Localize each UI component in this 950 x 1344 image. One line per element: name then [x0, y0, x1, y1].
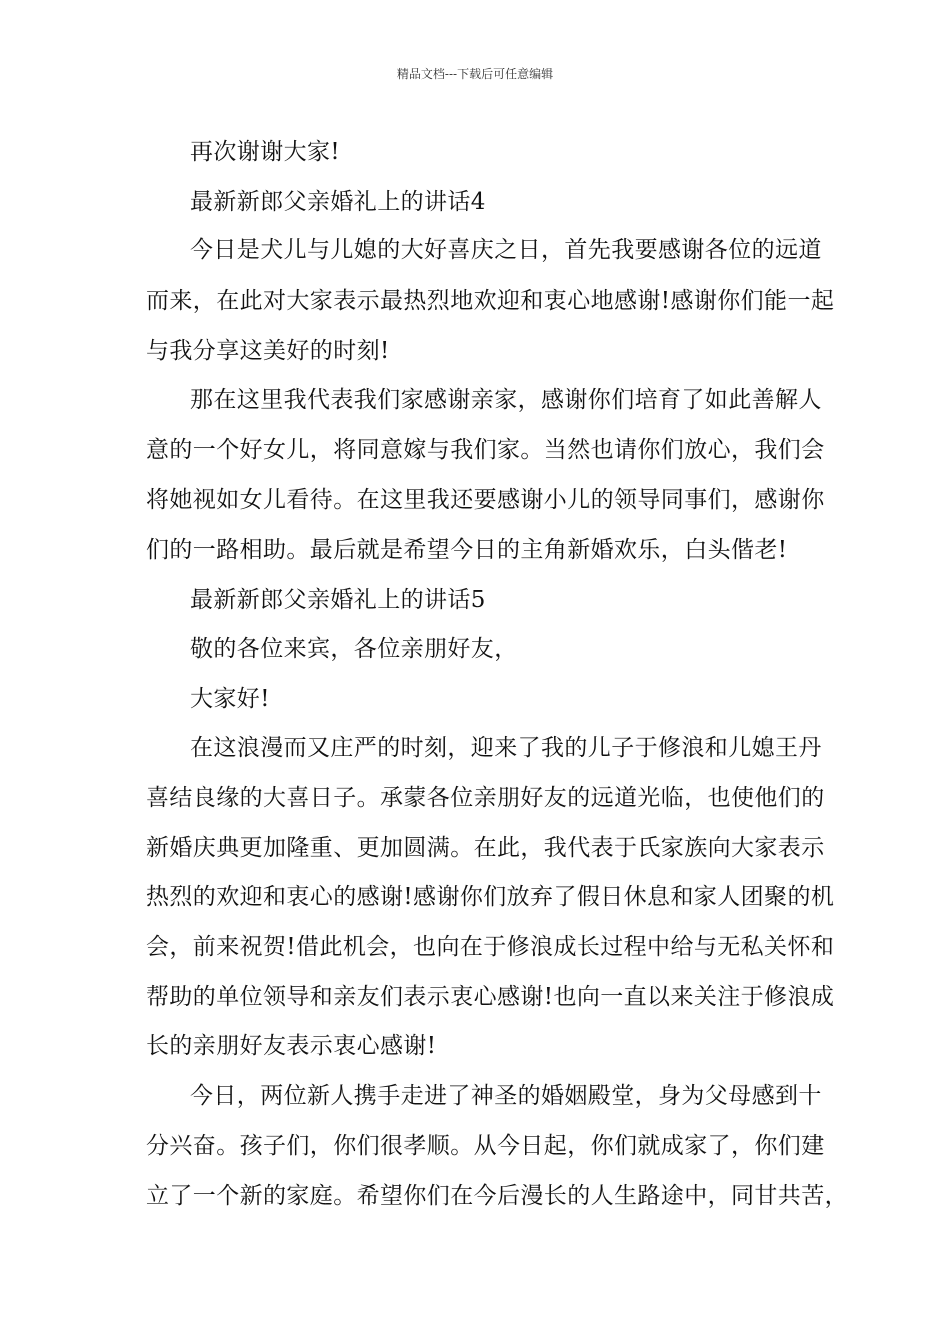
- section-heading: 最新新郎父亲婚礼上的讲话5: [190, 587, 486, 613]
- text-line: 今日，两位新人携手走进了神圣的婚姻殿堂，身为父母感到十: [190, 1083, 822, 1109]
- text-line: 大家好!: [190, 686, 270, 712]
- text-line: 们的一路相助。最后就是希望今日的主角新婚欢乐，白头偕老!: [146, 537, 788, 563]
- text-line: 意的一个好女儿，将同意嫁与我们家。当然也请你们放心，我们会: [146, 437, 825, 463]
- text-line: 新婚庆典更加隆重、更加圆满。在此，我代表于氏家族向大家表示: [146, 835, 825, 861]
- text-line: 喜结良缘的大喜日子。承蒙各位亲朋好友的远道光临，也使他们的: [146, 785, 825, 811]
- text-line: 立了一个新的家庭。希望你们在今后漫长的人生路途中，同甘共苦，: [146, 1183, 848, 1209]
- text-line: 在这浪漫而又庄严的时刻，迎来了我的儿子于修浪和儿媳王丹: [190, 735, 822, 761]
- section-heading: 最新新郎父亲婚礼上的讲话4: [190, 189, 486, 215]
- text-line: 再次谢谢大家!: [190, 139, 341, 165]
- text-line: 敬的各位来宾，各位亲朋好友，: [190, 636, 518, 662]
- text-line: 今日是犬儿与儿媳的大好喜庆之日，首先我要感谢各位的远道: [190, 237, 822, 263]
- text-line: 而来，在此对大家表示最热烈地欢迎和衷心地感谢!感谢你们能一起: [146, 288, 835, 314]
- text-line: 帮助的单位领导和亲友们表示衷心感谢!也向一直以来关注于修浪成: [146, 984, 835, 1010]
- text-line: 会，前来祝贺!借此机会，也向在于修浪成长过程中给与无私关怀和: [146, 934, 835, 960]
- text-line: 将她视如女儿看待。在这里我还要感谢小儿的领导同事们，感谢你: [146, 487, 825, 513]
- text-line: 长的亲朋好友表示衷心感谢!: [146, 1033, 437, 1059]
- page-header: 精品文档---下载后可任意编辑: [396, 67, 554, 81]
- text-line: 热烈的欢迎和衷心的感谢!感谢你们放弃了假日休息和家人团聚的机: [146, 884, 835, 910]
- text-line: 与我分享这美好的时刻!: [146, 338, 390, 364]
- text-line: 那在这里我代表我们家感谢亲家，感谢你们培育了如此善解人: [190, 387, 822, 413]
- text-line: 分兴奋。孩子们，你们很孝顺。从今日起，你们就成家了，你们建: [146, 1133, 825, 1159]
